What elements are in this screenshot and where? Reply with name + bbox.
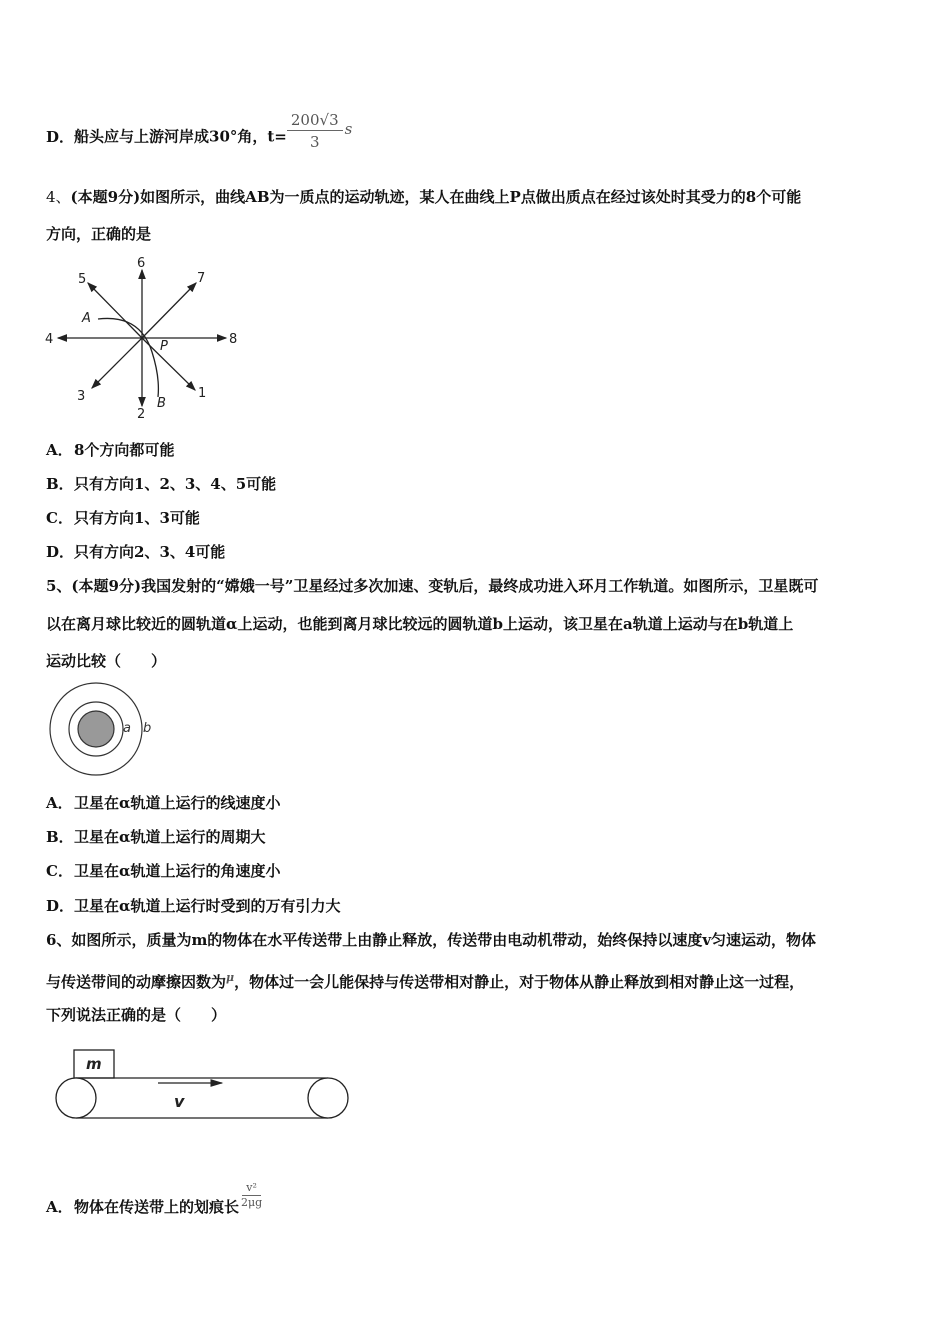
q4-number: 4、 xyxy=(46,188,71,206)
q5-orbit-figure xyxy=(44,680,164,780)
option-letter: A． xyxy=(46,441,73,459)
time-fraction xyxy=(287,110,343,153)
option-letter: B． xyxy=(46,475,74,493)
option-text: 卫星在α轨道上运行的线速度小 xyxy=(74,794,281,812)
q6-stem-line-3: 下列说法正确的是（ ） xyxy=(46,1006,227,1024)
q3-option-d xyxy=(46,111,353,153)
fraction-denominator: 2μg xyxy=(241,1195,263,1209)
direction-arrow-7 xyxy=(142,283,196,338)
q5-stem-line-3: 运动比较（ ） xyxy=(46,652,167,670)
option-letter: C． xyxy=(46,862,73,880)
mu-symbol: μ xyxy=(226,971,235,984)
q6-conveyor-figure xyxy=(50,1045,360,1125)
left-roller xyxy=(56,1078,96,1118)
label-curve-b: B xyxy=(157,396,166,411)
q4-option-d xyxy=(46,542,225,562)
option-text: 卫星在α轨道上运行的角速度小 xyxy=(74,862,281,880)
q5-option-a xyxy=(46,793,281,813)
label-point-p: P xyxy=(160,339,168,354)
option-letter: D． xyxy=(46,897,75,915)
q5-stem-line-1: 5、(本题9分)我国发射的“嫦娥一号”卫星经过多次加速、变轨后，最终成功进入环月工作轨道。如图所示，卫星既可 xyxy=(46,577,819,595)
option-letter: D． xyxy=(46,127,75,146)
fraction-numerator: v² xyxy=(242,1181,261,1196)
q6-stem-line-2 xyxy=(46,968,804,992)
label-5: 5 xyxy=(78,272,87,287)
time-unit: s xyxy=(344,119,353,138)
label-orbit-b: b xyxy=(143,721,152,736)
label-8: 8 xyxy=(229,332,238,347)
label-orbit-a: a xyxy=(123,721,131,736)
label-curve-a: A xyxy=(82,311,91,326)
q4-option-b xyxy=(46,474,276,494)
fraction-denominator: 3 xyxy=(309,133,320,151)
q5-option-b xyxy=(46,827,266,847)
q4-stem-line-2: 方向，正确的是 xyxy=(46,225,152,243)
block-label: m xyxy=(86,1055,102,1073)
q6-stem-text-b: ，物体过一会儿能保持与传送带相对静止，对于物体从静止释放到相对静止这一过程， xyxy=(234,973,805,991)
option-text: 只有方向1、3可能 xyxy=(74,509,200,527)
label-2: 2 xyxy=(137,407,146,422)
label-7: 7 xyxy=(197,271,206,286)
option-text: 8个方向都可能 xyxy=(74,441,175,459)
right-roller xyxy=(308,1078,348,1118)
label-3: 3 xyxy=(77,389,86,404)
option-text: 物体在传送带上的划痕长 xyxy=(74,1198,240,1216)
option-letter: B． xyxy=(46,828,74,846)
direction-arrow-3 xyxy=(92,338,142,388)
q4-option-c xyxy=(46,508,200,528)
q4-stem-text: (本题9分)如图所示，曲线AB为一质点的运动轨迹，某人在曲线上P点做出质点在经过该处时其受力的8个可能 xyxy=(70,188,802,206)
option-letter: D． xyxy=(46,543,75,561)
option-letter: A． xyxy=(46,794,73,812)
option-text: 船头应与上游河岸成30°角，t= xyxy=(74,127,287,146)
option-text: 卫星在α轨道上运行时受到的万有引力大 xyxy=(74,897,341,915)
q4-stem-line-1 xyxy=(46,187,801,207)
q6-stem-text-a: 与传送带间的动摩擦因数为 xyxy=(46,973,227,991)
moon xyxy=(78,711,114,747)
velocity-label: v xyxy=(174,1092,185,1111)
label-4: 4 xyxy=(45,332,54,347)
q5-option-d xyxy=(46,896,341,916)
q6-option-a xyxy=(46,1180,263,1217)
fraction-numerator: 200√3 xyxy=(287,110,343,131)
option-text: 只有方向2、3、4可能 xyxy=(74,543,226,561)
direction-arrow-5 xyxy=(88,283,142,338)
scratch-length-fraction xyxy=(241,1181,262,1210)
q4-option-a xyxy=(46,440,174,460)
option-letter: C． xyxy=(46,509,73,527)
label-6: 6 xyxy=(137,256,146,271)
q5-option-c xyxy=(46,861,281,881)
q6-stem-line-1: 6、如图所示，质量为m的物体在水平传送带上由静止释放，传送带由电动机带动，始终保持以速度v匀速运动，物体 xyxy=(46,931,817,949)
label-1: 1 xyxy=(198,386,207,401)
option-text: 卫星在α轨道上运行的周期大 xyxy=(74,828,266,846)
q4-force-direction-figure xyxy=(40,252,250,422)
q5-stem-line-2: 以在离月球比较近的圆轨道α上运动，也能到离月球比较远的圆轨道b上运动，该卫星在a轨道上运动与在b轨道上 xyxy=(46,615,794,633)
option-text: 只有方向1、2、3、4、5可能 xyxy=(74,475,277,493)
option-letter: A． xyxy=(46,1198,73,1216)
